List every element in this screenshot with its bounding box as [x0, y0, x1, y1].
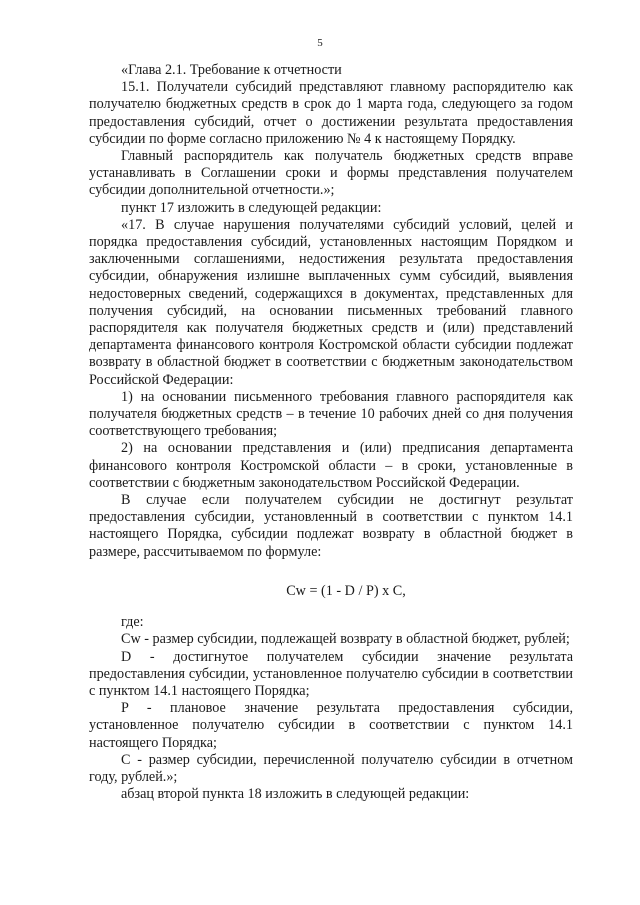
paragraph: 15.1. Получатели субсидий представляют главному распорядителю как получателю бюджетных средств в срок до 1 марта года, следующего за годом предоставления субсидий, отчет о достижении результата предоставления субсидии по форме согласно приложению № 4 к настоящему Порядку.: [89, 79, 573, 147]
formula: Cw = (1 - D / P) x C,: [286, 582, 406, 599]
formula-definition: D - достигнутое получателем субсидии значение результата предоставления субсидии, установленное получателю субсидии в соответствии с пунктом 14.1 настоящего Порядка;: [89, 648, 573, 699]
paragraph: Главный распорядитель как получатель бюджетных средств вправе устанавливать в Соглашении сроки и формы представления получателем субсидии дополнительной отчетности.»;: [89, 148, 573, 199]
formula-definition: P - плановое значение результата предоставления субсидии, установленное получателю субсидии в соответствии с пунктом 14.1 настоящего Порядка;: [89, 700, 573, 751]
paragraph: пункт 17 изложить в следующей редакции:: [121, 199, 382, 216]
paragraph: абзац второй пункта 18 изложить в следующей редакции:: [121, 786, 470, 803]
list-item: 1) на основании письменного требования главного распорядителя как получателя бюджетных средств – в течение 10 рабочих дней со дня получения соответствующего требования;: [89, 388, 573, 440]
document-body: [89, 62, 573, 803]
list-item: 2) на основании представления и (или) предписания департамента финансового контроля Костромской области – в сроки, установленные в соответствии с бюджетным законодательством Российской Федерации.: [89, 440, 573, 491]
chapter-heading: «Глава 2.1. Требование к отчетности: [121, 62, 342, 78]
formula-where: где:: [121, 614, 144, 631]
formula-definition: Cw - размер субсидии, подлежащей возврату в областной бюджет, рублей;: [121, 631, 570, 648]
page-number: 5: [317, 37, 323, 49]
paragraph: «17. В случае нарушения получателями субсидий условий, целей и порядка предоставления субсидий, установленных настоящим Порядком и заключенными соглашениями, недостижения результата предоставления субсидии, обнаружения излишне выплаченных сумм субсидий, выявления недостоверных сведений, содержащихся в документах, представленных для получения субсидий, на основании письменных требований главного распорядителя как получателя бюджетных средств и (или) представлений департамента финансового контроля Костромской области субсидии подлежат возврату в областной бюджет в соответствии с бюджетным законодательством Российской Федерации:: [89, 216, 573, 388]
formula-definition: C - размер субсидии, перечисленной получателю субсидии в отчетном году, рублей.»;: [89, 751, 573, 785]
paragraph: В случае если получателем субсидии не достигнут результат предоставления субсидии, установленный в соответствии с пунктом 14.1 настоящего Порядка, субсидии подлежат возврату в областной бюджет в размере, рассчитываемом по формуле:: [89, 492, 573, 560]
